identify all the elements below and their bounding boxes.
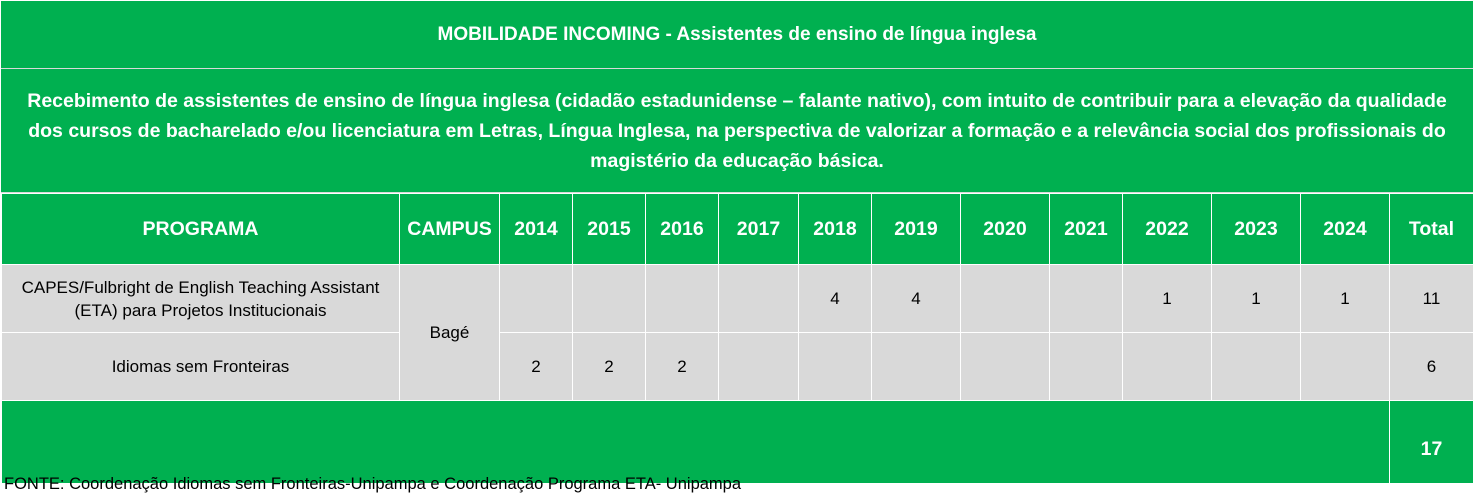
value-cell: 2 xyxy=(573,333,646,401)
table-description: Recebimento de assistentes de ensino de língua inglesa (cidadão estadunidense – falante nativo), com intuito de contribuir para a elevação da qualidade dos cursos de bacharelado e/ou licenciatura em Letras, Língua Inglesa, na perspectiva de valorizar a formação e a relevância social dos profissionais do magistério da educação básica. xyxy=(1,69,1473,193)
grand-total: 17 xyxy=(1390,401,1474,484)
grand-total-spacer xyxy=(2,401,1390,484)
header-row xyxy=(2,194,1474,265)
data-table xyxy=(1,193,1474,484)
header-year: 2020 xyxy=(961,194,1050,265)
value-cell xyxy=(573,265,646,333)
mobility-table-frame xyxy=(1,1,1473,465)
header-year: 2024 xyxy=(1301,194,1390,265)
table-title: MOBILIDADE INCOMING - Assistentes de ensino de língua inglesa xyxy=(1,1,1473,69)
header-year: 2021 xyxy=(1050,194,1123,265)
header-year: 2015 xyxy=(573,194,646,265)
value-cell xyxy=(719,333,799,401)
header-year: 2022 xyxy=(1123,194,1212,265)
value-cell: 2 xyxy=(646,333,719,401)
header-year: 2018 xyxy=(799,194,872,265)
value-cell xyxy=(799,333,872,401)
table-row xyxy=(2,333,1474,401)
header-year: 2014 xyxy=(500,194,573,265)
source-note: FONTE: Coordenação Idiomas sem Fronteiras-Unipampa e Coordenação Programa ETA- Unipampa xyxy=(4,475,742,493)
header-year: 2019 xyxy=(872,194,961,265)
header-year: 2016 xyxy=(646,194,719,265)
value-cell: 2 xyxy=(500,333,573,401)
value-cell xyxy=(500,265,573,333)
grand-total-row xyxy=(2,401,1474,484)
program-name: Idiomas sem Fronteiras xyxy=(2,333,400,401)
value-cell: 1 xyxy=(1123,265,1212,333)
value-cell xyxy=(646,265,719,333)
value-cell: 4 xyxy=(872,265,961,333)
value-cell xyxy=(961,265,1050,333)
row-total: 11 xyxy=(1390,265,1474,333)
table-row xyxy=(2,265,1474,333)
header-program: PROGRAMA xyxy=(2,194,400,265)
value-cell xyxy=(1212,333,1301,401)
program-name: CAPES/Fulbright de English Teaching Assistant (ETA) para Projetos Institucionais xyxy=(2,265,400,333)
value-cell xyxy=(1301,333,1390,401)
value-cell xyxy=(1050,333,1123,401)
value-cell xyxy=(872,333,961,401)
value-cell: 1 xyxy=(1212,265,1301,333)
campus-cell: Bagé xyxy=(400,265,500,401)
header-year: 2023 xyxy=(1212,194,1301,265)
header-campus: CAMPUS xyxy=(400,194,500,265)
value-cell xyxy=(719,265,799,333)
row-total: 6 xyxy=(1390,333,1474,401)
header-year: 2017 xyxy=(719,194,799,265)
value-cell xyxy=(1050,265,1123,333)
value-cell: 4 xyxy=(799,265,872,333)
value-cell xyxy=(961,333,1050,401)
value-cell xyxy=(1123,333,1212,401)
value-cell: 1 xyxy=(1301,265,1390,333)
header-total: Total xyxy=(1390,194,1474,265)
